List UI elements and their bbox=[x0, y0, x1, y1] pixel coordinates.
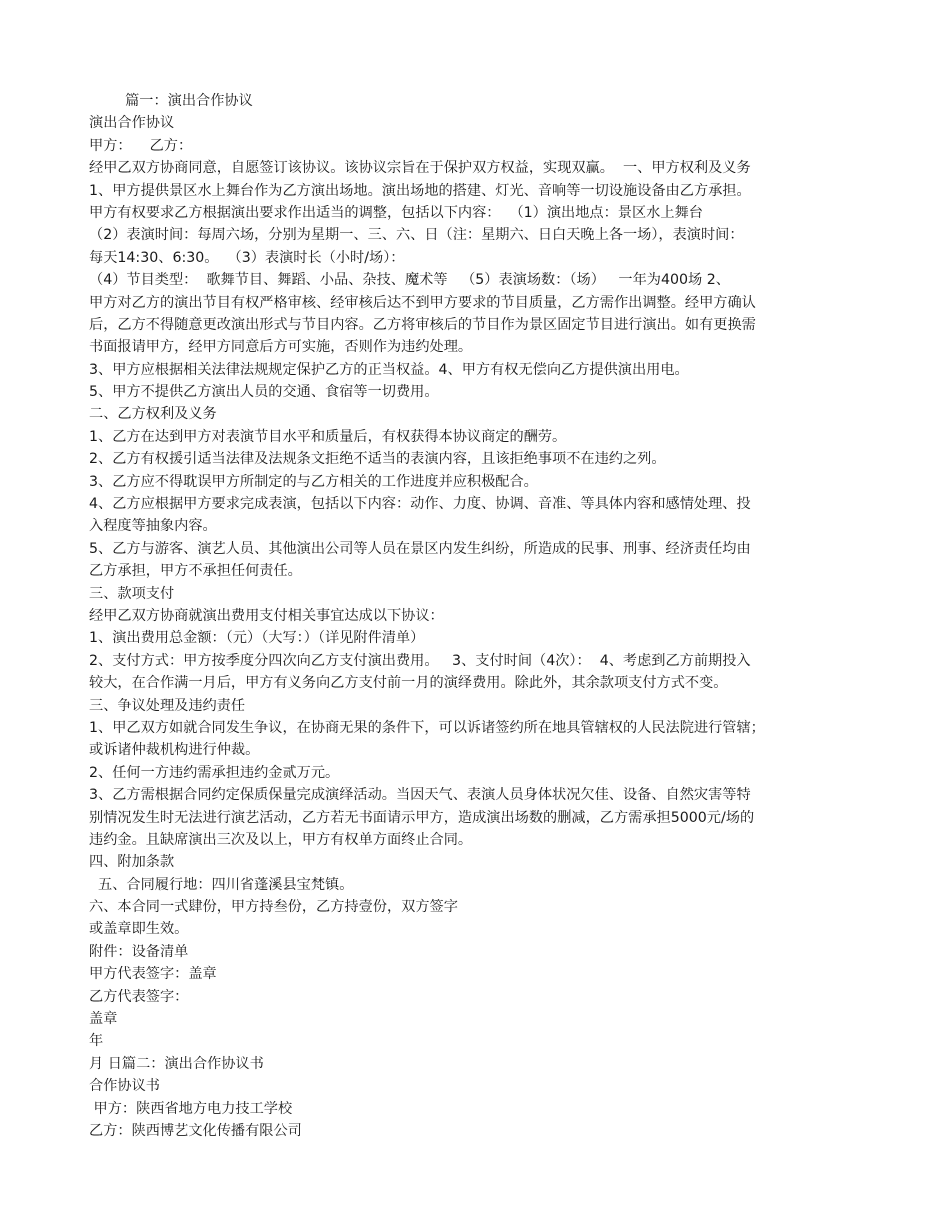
text-line: 甲方有权要求乙方根据演出要求作出适当的调整，包括以下内容： （1）演出地点：景区水上舞台 bbox=[89, 204, 703, 221]
text-line: 甲方： 乙方： bbox=[89, 137, 193, 154]
text-line: 3、乙方应不得耽误甲方所制定的与乙方相关的工作进度并应积极配合。 bbox=[89, 473, 538, 490]
text-line: 入程度等抽象内容。 bbox=[89, 518, 217, 535]
text-line: 别情况发生时无法进行演艺活动，乙方若无书面请示甲方，造成演出场数的删减，乙方需承担5000元/场的 bbox=[89, 809, 755, 826]
text-line: 1、甲方提供景区水上舞台作为乙方演出场地。演出场地的搭建、灯光、音响等一切设施设备由乙方承担。 bbox=[89, 182, 751, 199]
text-line: 三、争议处理及违约责任 bbox=[89, 697, 246, 714]
text-line: 乙方承担，甲方不承担任何责任。 bbox=[89, 563, 302, 580]
text-line: 1、甲乙双方如就合同发生争议，在协商无果的条件下，可以诉诸签约所在地具管辖权的人民法院进行管辖； bbox=[89, 719, 765, 736]
text-line: 3、甲方应根据相关法律法规规定保护乙方的正当权益。4、甲方有权无偿向乙方提供演出用电。 bbox=[89, 361, 689, 378]
text-line: 或诉诸仲裁机构进行仲裁。 bbox=[89, 742, 260, 759]
text-line: 六、本合同一式肆份，甲方持叁份，乙方持壹份，双方签字 bbox=[89, 899, 458, 916]
text-line: 经甲乙双方协商就演出费用支付相关事宜达成以下协议： bbox=[89, 607, 444, 624]
text-line: 三、款项支付 bbox=[89, 585, 175, 602]
text-line: 每天14:30、6:30。 （3）表演时长（小时/场）： bbox=[89, 249, 405, 266]
text-line: 月 日篇二：演出合作协议书 bbox=[89, 1055, 264, 1072]
text-line: 后，乙方不得随意更改演出形式与节目内容。乙方将审核后的节目作为景区固定节目进行演出。如有更换需 bbox=[89, 316, 756, 333]
text-line: 甲方对乙方的演出节目有权严格审核、经审核后达不到甲方要求的节目质量，乙方需作出调整。经甲方确认 bbox=[89, 294, 756, 311]
text-line: 乙方：陕西博艺文化传播有限公司 bbox=[89, 1122, 302, 1139]
text-line: 乙方代表签字： bbox=[89, 988, 189, 1005]
text-line: 1、演出费用总金额：（元）（大写：）（详见附件清单） bbox=[89, 630, 425, 647]
text-line: 5、甲方不提供乙方演出人员的交通、食宿等一切费用。 bbox=[89, 384, 439, 401]
text-line: 甲方：陕西省地方电力技工学校 bbox=[89, 1100, 293, 1117]
document-body bbox=[89, 90, 879, 1142]
text-line: 合作协议书 bbox=[89, 1078, 160, 1095]
text-line: 2、支付方式：甲方按季度分四次向乙方支付演出费用。 3、支付时间（4次）： 4、考虑到乙方前期投入 bbox=[89, 652, 751, 669]
text-line: 经甲乙双方协商同意，自愿签订该协议。该协议宗旨在于保护双方权益，实现双赢。 一、甲方权利及义务 bbox=[89, 160, 751, 177]
text-line: 盖章 bbox=[89, 1011, 118, 1028]
text-line: 或盖章即生效。 bbox=[89, 921, 189, 938]
text-line: 二、乙方权利及义务 bbox=[89, 406, 217, 423]
text-line: 1、乙方在达到甲方对表演节目水平和质量后，有权获得本协议商定的酬劳。 bbox=[89, 428, 567, 445]
text-line: 演出合作协议 bbox=[89, 115, 175, 132]
text-line: 4、乙方应根据甲方要求完成表演，包括以下内容：动作、力度、协调、音准、等具体内容和感情处理、投 bbox=[89, 496, 751, 513]
text-line: 5、乙方与游客、演艺人员、其他演出公司等人员在景区内发生纠纷，所造成的民事、刑事、经济责任均由 bbox=[89, 540, 751, 557]
text-line: 书面报请甲方，经甲方同意后方可实施，否则作为违约处理。 bbox=[89, 339, 473, 356]
text-line: 2、乙方有权援引适当法律及法规条文拒绝不适当的表演内容，且该拒绝事项不在违约之列。 bbox=[89, 451, 666, 468]
text-line: 附件：设备清单 bbox=[89, 943, 189, 960]
text-line: （4）节目类型： 歌舞节目、舞蹈、小品、杂技、魔术等 （5）表演场数：（场） 一年为400场 2、 bbox=[89, 272, 730, 289]
text-line: 较大，在合作满一月后，甲方有义务向乙方支付前一月的演绎费用。除此外，其余款项支付方式不变。 bbox=[89, 675, 728, 692]
text-line: 甲方代表签字：盖章 bbox=[89, 966, 217, 983]
text-line: 2、任何一方违约需承担违约金贰万元。 bbox=[89, 764, 340, 781]
text-line: 篇一：演出合作协议 bbox=[89, 93, 253, 109]
text-line: （2）表演时间：每周六场，分别为星期一、三、六、日（注：星期六、日白天晚上各一场），表演时间： bbox=[89, 227, 744, 244]
text-line: 四、附加条款 bbox=[89, 854, 175, 871]
text-line: 3、乙方需根据合同约定保质保量完成演绎活动。当因天气、表演人员身体状况欠佳、设备、自然灾害等特 bbox=[89, 787, 751, 804]
text-line: 年 bbox=[89, 1033, 104, 1050]
text-line: 违约金。且缺席演出三次及以上，甲方有权单方面终止合同。 bbox=[89, 831, 473, 848]
text-line: 五、合同履行地：四川省蓬溪县宝梵镇。 bbox=[89, 876, 354, 893]
